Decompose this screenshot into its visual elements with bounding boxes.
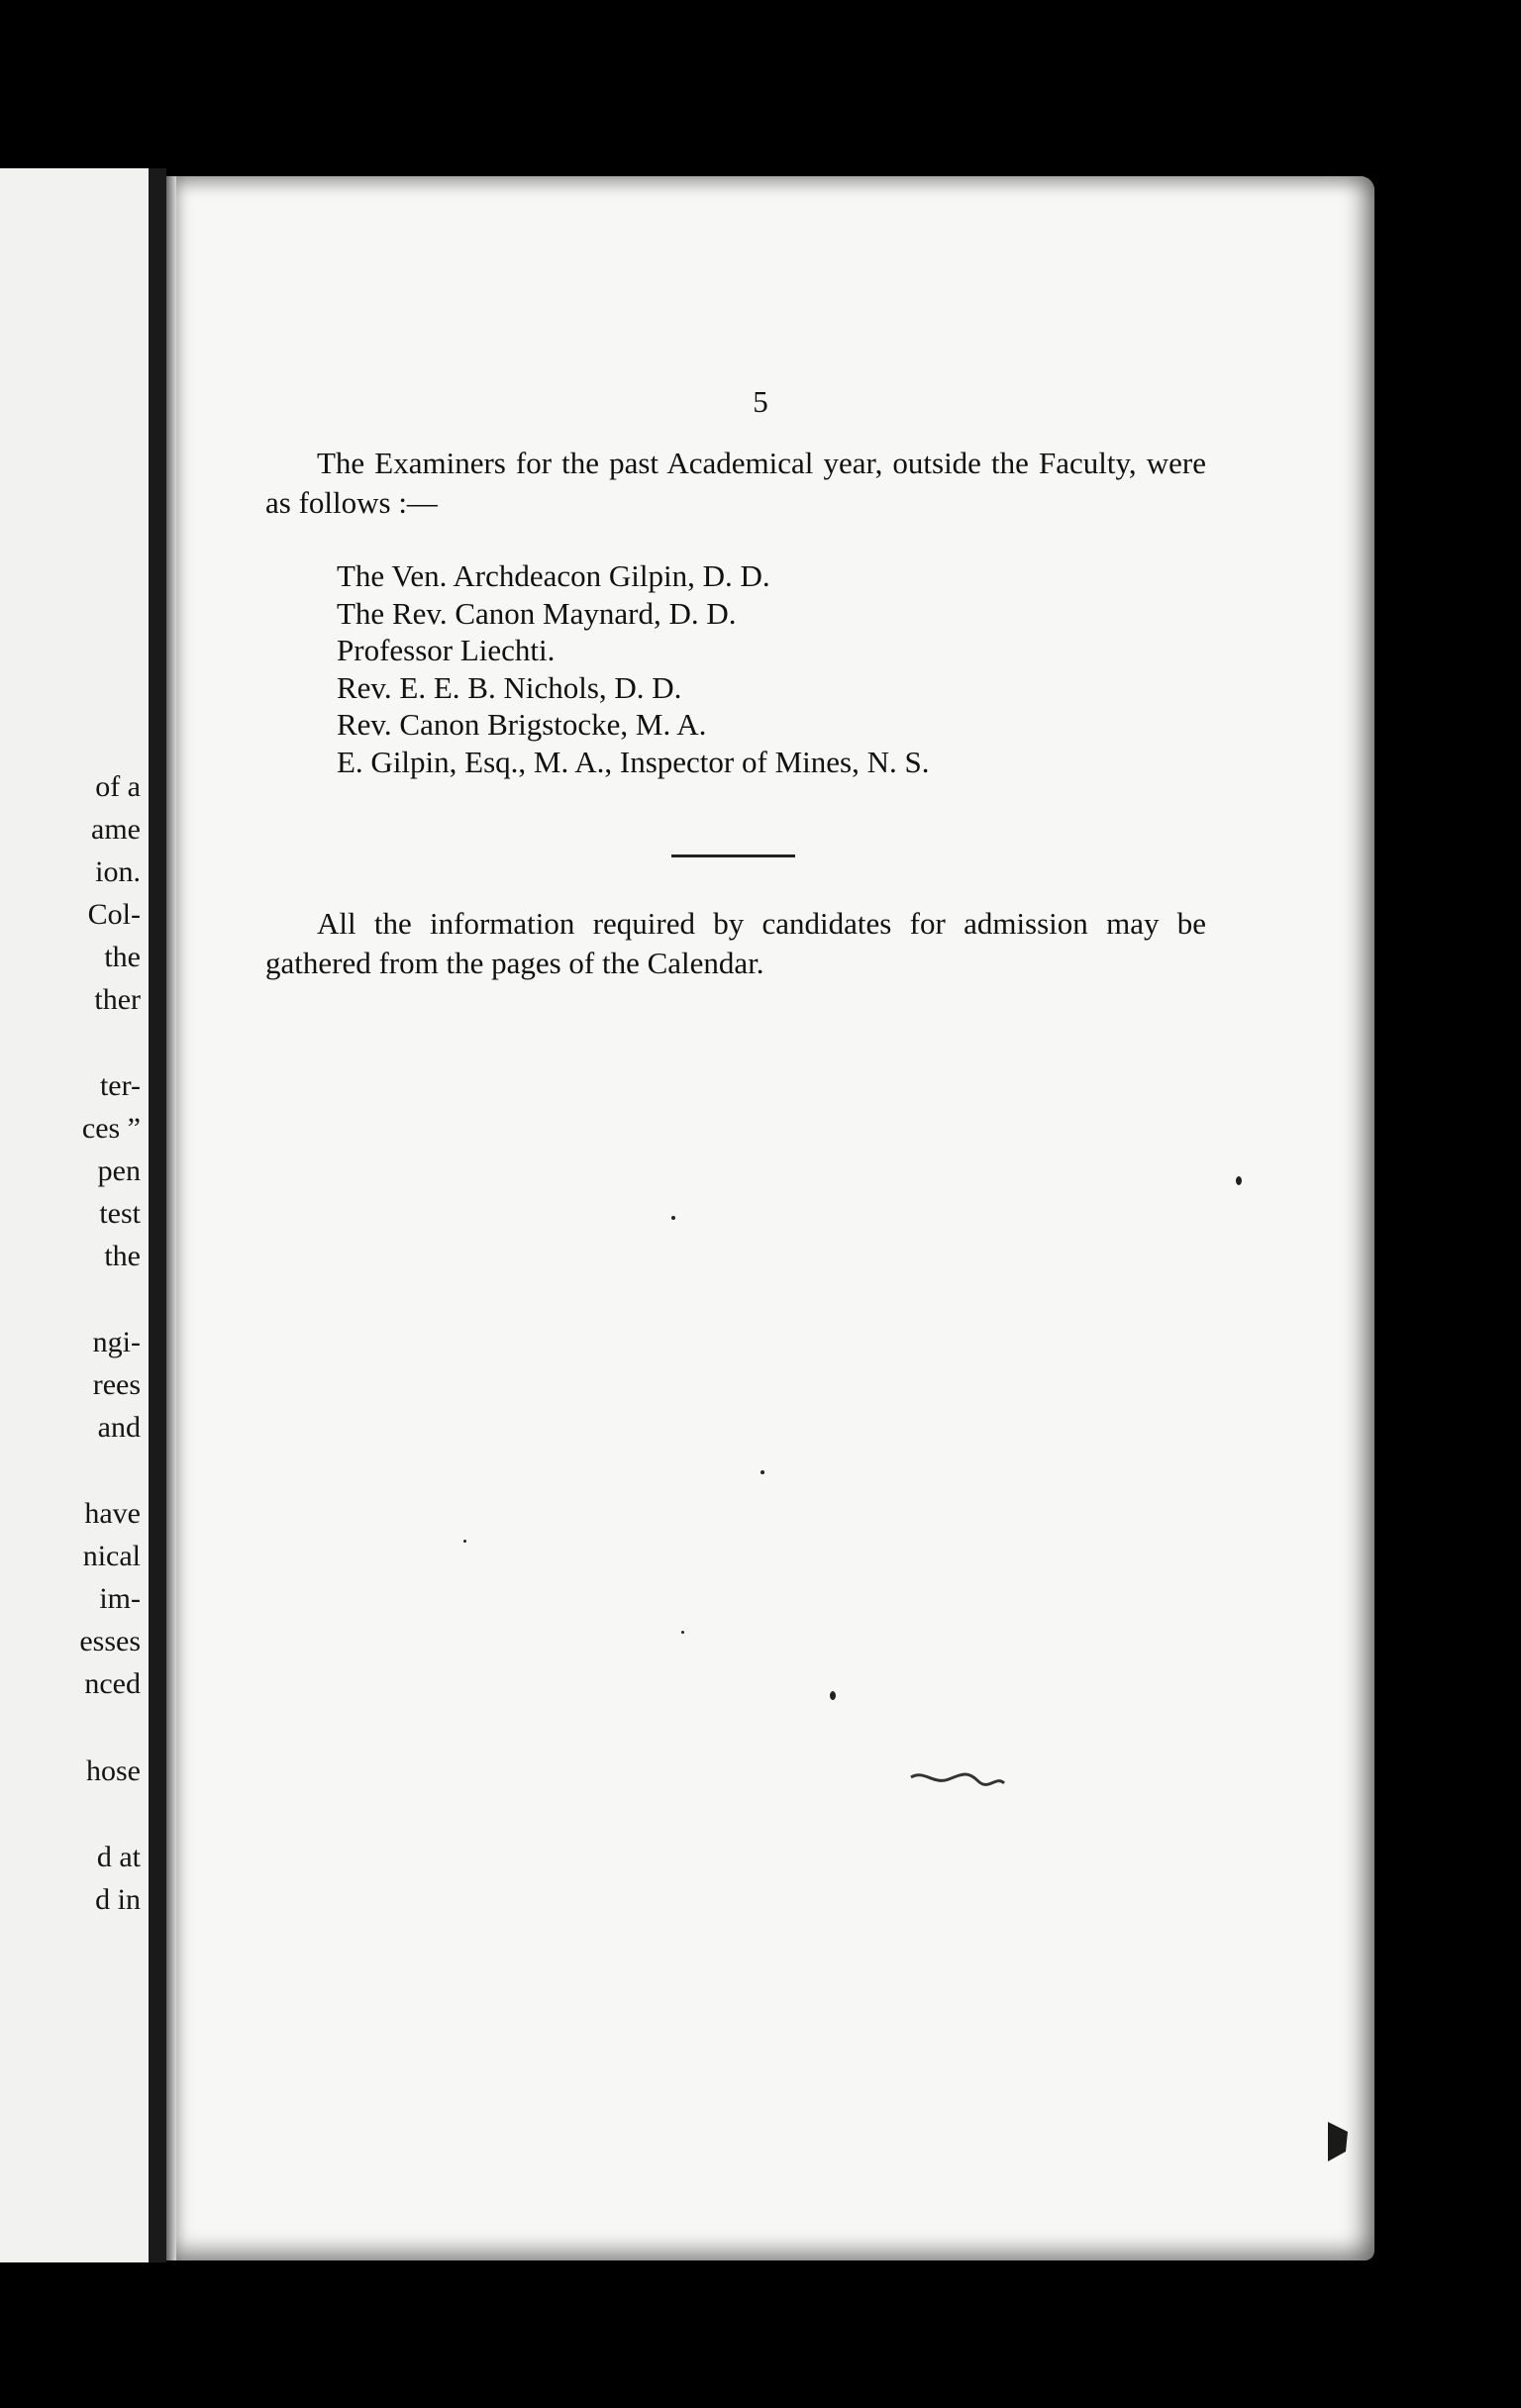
spine-shadow (166, 176, 176, 2260)
facing-page-text-fragment: pen (97, 1154, 141, 1187)
facing-page-text-fragment: esses (79, 1625, 141, 1657)
facing-page-text-fragment: im- (99, 1582, 141, 1615)
facing-page-text-fragment: rees (92, 1368, 141, 1401)
book-spine (149, 168, 166, 2262)
examiner-item: The Rev. Canon Maynard, D. D. (337, 595, 737, 631)
examiner-item: Rev. Canon Brigstocke, M. A. (337, 707, 707, 742)
section-divider (671, 854, 795, 857)
examiner-list (337, 557, 929, 780)
facing-page-text-fragment: nical (82, 1540, 141, 1572)
scan-speck (681, 1631, 684, 1634)
page-number: 5 (753, 384, 768, 419)
examiners-intro-paragraph (265, 444, 1206, 523)
scan-speck (760, 1470, 764, 1474)
facing-page-text-fragment: test (99, 1197, 141, 1230)
admission-info-paragraph (265, 904, 1206, 983)
facing-page-text-fragment: and (97, 1411, 141, 1444)
examiners-intro-text: The Examiners for the past Academical year, outside the Faculty, were as follows :— (265, 446, 1206, 520)
document-page (176, 176, 1374, 2260)
facing-page-text-fragment: d at (96, 1841, 141, 1873)
facing-page-text-fragment: nced (84, 1667, 141, 1700)
facing-page-text-fragment: hose (86, 1755, 141, 1787)
facing-page-text-fragment: ame (91, 813, 141, 846)
facing-page-text-fragment: ter- (99, 1069, 141, 1102)
facing-page-text-fragment: the (104, 1240, 141, 1272)
admission-info-text: All the information required by candidates for admission may be gathered from the pages of the Calendar. (265, 906, 1206, 980)
examiner-item: The Ven. Archdeacon Gilpin, D. D. (337, 558, 770, 593)
facing-page-text-fragment: ther (94, 983, 141, 1016)
facing-page-text-fragment: ion. (95, 855, 141, 888)
scan-squiggle-mark (909, 1765, 1008, 1795)
facing-page-text-fragment: Col- (87, 898, 141, 931)
scan-speck (1236, 1176, 1242, 1185)
facing-page-text-fragment: have (84, 1497, 141, 1530)
facing-page-text-fragment: of a (95, 770, 141, 803)
facing-page-text-fragment: the (104, 941, 141, 973)
facing-page-text-fragment: d in (95, 1883, 141, 1916)
examiner-item: Professor Liechti. (337, 633, 556, 667)
examiner-item: Rev. E. E. B. Nichols, D. D. (337, 669, 682, 705)
page-corner-notch (1328, 2122, 1358, 2161)
facing-page-left (0, 168, 149, 2262)
examiner-item: E. Gilpin, Esq., M. A., Inspector of Mines, N. S. (337, 744, 930, 779)
scan-speck (830, 1691, 836, 1700)
scan-speck (671, 1216, 675, 1220)
facing-page-text-fragment: ngi- (92, 1326, 141, 1358)
facing-page-text-fragment: ces ” (81, 1112, 141, 1145)
scan-speck (463, 1540, 466, 1543)
